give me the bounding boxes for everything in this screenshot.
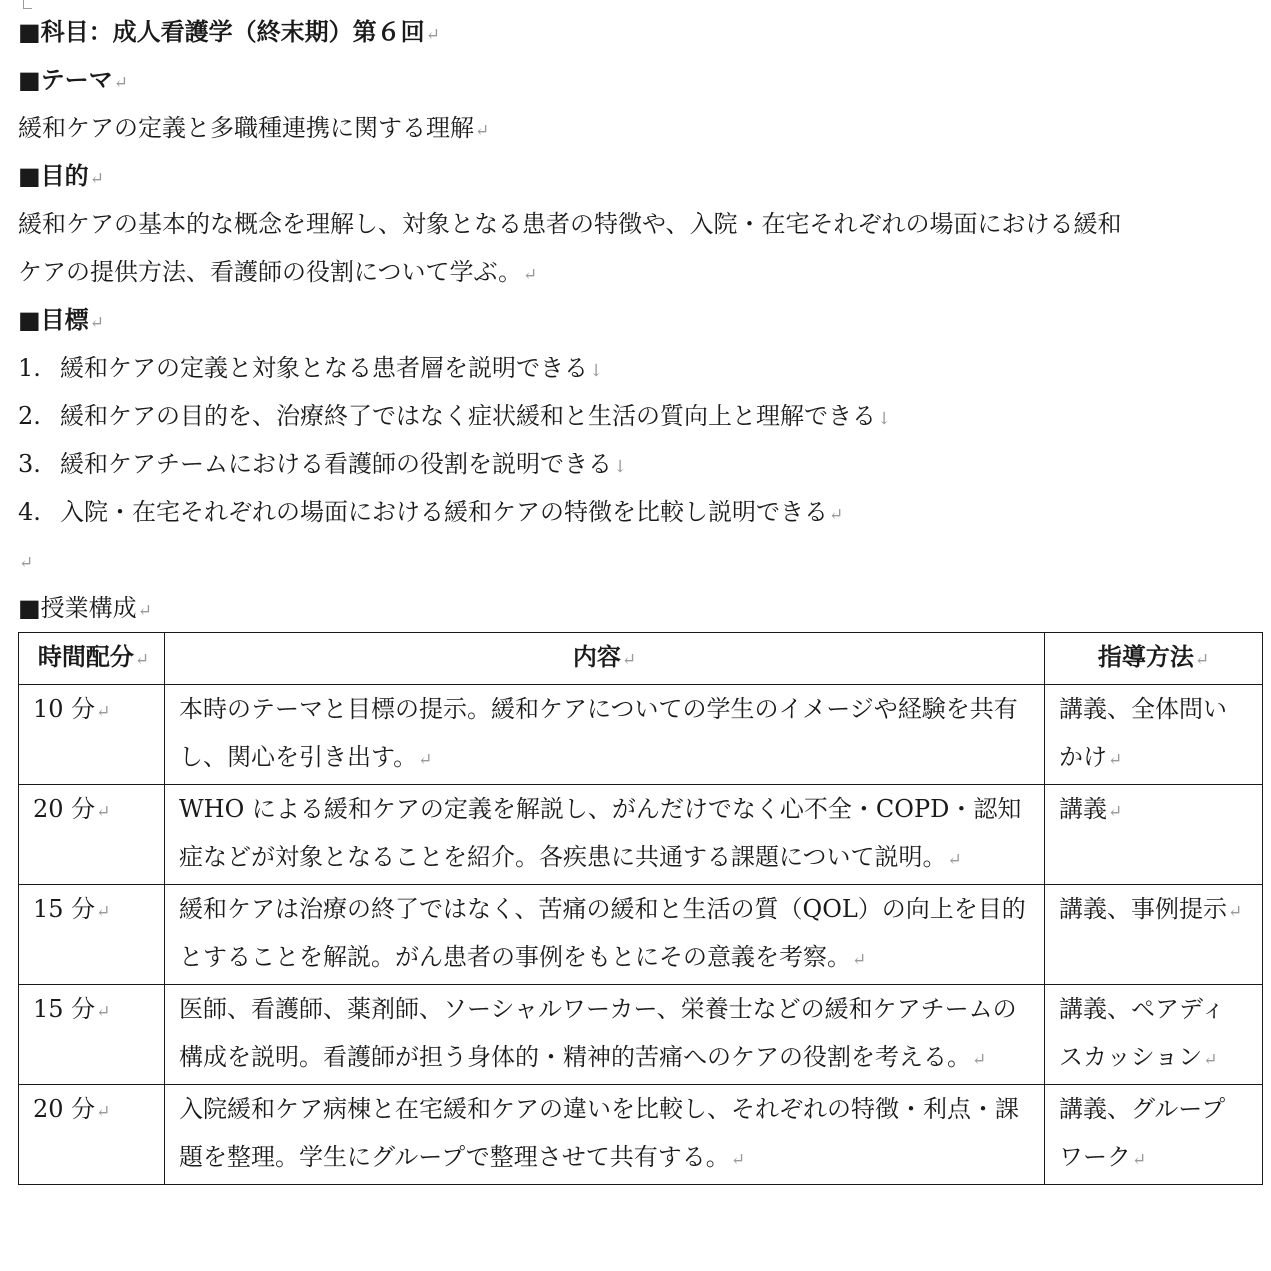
goal-item-1: 1. 緩和ケアの定義と対象となる患者層を説明できる↓ <box>18 354 604 382</box>
table-row <box>19 785 1263 885</box>
time-cell: 15 分↵ <box>19 985 165 1085</box>
time-cell: 10 分↵ <box>19 685 165 785</box>
structure-heading: ■授業構成↵ <box>18 594 152 622</box>
paragraph-mark: ↵ <box>475 121 490 141</box>
table-row <box>19 885 1263 985</box>
time-cell: 20 分↵ <box>19 1085 165 1185</box>
line-break-mark: ↓ <box>613 457 628 477</box>
content-cell: 緩和ケアは治療の終了ではなく、苦痛の緩和と生活の質（QOL）の向上を目的とすることを解説。がん患者の事例をもとにその意義を考察。↵ <box>165 885 1045 985</box>
theme-heading: ■テーマ↵ <box>18 65 128 94</box>
method-cell: 講義、ペアディスカッション↵ <box>1045 985 1263 1085</box>
document-page <box>18 8 1271 1171</box>
content-cell: 医師、看護師、薬剤師、ソーシャルワーカー、栄養士などの緩和ケアチームの構成を説明。看護師が担う身体的・精神的苦痛へのケアの役割を考える。↵ <box>165 985 1045 1085</box>
method-cell: 講義、事例提示↵ <box>1045 885 1263 985</box>
content-cell: WHO による緩和ケアの定義を解説し、がんだけでなく心不全・COPD・認知症などが対象となることを紹介。各疾患に共通する課題について説明。↵ <box>165 785 1045 885</box>
goals-heading: ■目標↵ <box>18 305 104 334</box>
purpose-text-line-1: 緩和ケアの基本的な概念を理解し、対象となる患者の特徴や、入院・在宅それぞれの場面における緩和 <box>18 210 1122 238</box>
header-time: 時間配分↵ <box>19 633 165 685</box>
purpose-heading: ■目的↵ <box>18 161 104 190</box>
line-break-mark: ↓ <box>589 361 604 381</box>
header-method: 指導方法↵ <box>1045 633 1263 685</box>
paragraph-mark: ↵ <box>137 601 152 621</box>
method-cell: 講義、全体問いかけ↵ <box>1045 685 1263 785</box>
subject-heading: ■科目：成人看護学（終末期）第６回↵ <box>18 17 440 46</box>
paragraph-mark: ↵ <box>89 313 104 333</box>
table-header-row <box>19 633 1263 685</box>
time-cell: 20 分↵ <box>19 785 165 885</box>
content-cell: 入院緩和ケア病棟と在宅緩和ケアの違いを比較し、それぞれの特徴・利点・課題を整理。学生にグループで整理させて共有する。↵ <box>165 1085 1045 1185</box>
lesson-structure-table <box>18 632 1263 1185</box>
paragraph-mark: ↵ <box>113 73 128 93</box>
goal-item-3: 3. 緩和ケアチームにおける看護師の役割を説明できる↓ <box>18 450 628 478</box>
purpose-text-line-2: ケアの提供方法、看護師の役割について学ぶ。↵ <box>18 258 538 286</box>
empty-paragraph <box>18 536 1271 584</box>
content-cell: 本時のテーマと目標の提示。緩和ケアについての学生のイメージや経験を共有し、関心を引き出す。↵ <box>165 685 1045 785</box>
theme-text: 緩和ケアの定義と多職種連携に関する理解↵ <box>18 114 490 142</box>
table-row <box>19 1085 1263 1185</box>
goal-item-2: 2. 緩和ケアの目的を、治療終了ではなく症状緩和と生活の質向上と理解できる↓ <box>18 402 892 430</box>
goal-item-4: 4. 入院・在宅それぞれの場面における緩和ケアの特徴を比較し説明できる↵ <box>18 498 844 526</box>
paragraph-mark: ↵ <box>523 265 538 285</box>
method-cell: 講義↵ <box>1045 785 1263 885</box>
table-row <box>19 685 1263 785</box>
header-content: 内容↵ <box>165 633 1045 685</box>
paragraph-mark: ↵ <box>829 505 844 525</box>
line-break-mark: ↓ <box>877 409 892 429</box>
page-corner-mark <box>23 0 32 9</box>
table-row <box>19 985 1263 1085</box>
paragraph-mark: ↵ <box>425 25 440 45</box>
paragraph-mark: ↵ <box>89 169 104 189</box>
paragraph-mark: ↵ <box>19 553 34 573</box>
method-cell: 講義、グループワーク↵ <box>1045 1085 1263 1185</box>
time-cell: 15 分↵ <box>19 885 165 985</box>
